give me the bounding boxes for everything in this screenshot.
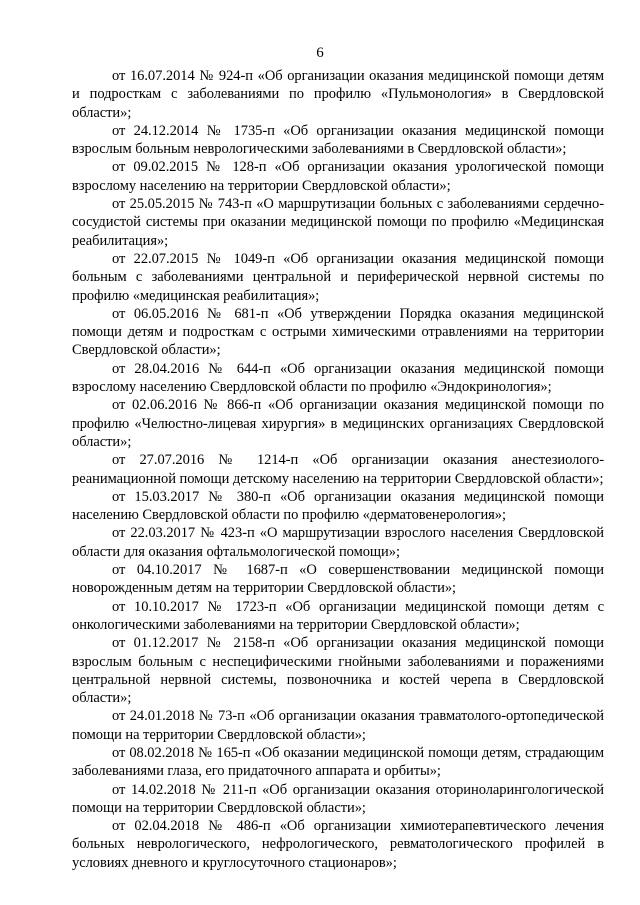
list-item: от 04.10.2017 № 1687-п «О совершенствовании медицинской помощи новорожденным детям на территории Свердловской области»;: [72, 562, 604, 597]
list-item: от 01.12.2017 № 2158-п «Об организации оказания медицинской помощи взрослым больным с неспецифическими гнойными заболеваниями и поражениями центральной нервной системы, позвоночника и костей черепа в Свердловской области»;: [72, 635, 604, 707]
list-item: от 09.02.2015 № 128-п «Об организации оказания урологической помощи взрослому населению на территории Свердловской области»;: [72, 159, 604, 194]
list-item: от 22.07.2015 № 1049-п «Об организации оказания медицинской помощи больным с заболеваниями центральной и периферической нервной системы по профилю «медицинская реабилитация»;: [72, 250, 604, 304]
list-item: от 02.06.2016 № 866-п «Об организации оказания медицинской помощи по профилю «Челюстно-лицевая хирургия» в медицинских организациях Свердловской области»;: [72, 397, 604, 450]
list-item: от 14.02.2018 № 211-п «Об организации оказания оториноларингологической помощи на территории Свердловской области»;: [72, 781, 604, 816]
list-item: от 08.02.2018 № 165-п «Об оказании медицинской помощи детям, страдающим заболеваниями глаза, его придаточного аппарата и орбиты»;: [72, 744, 604, 780]
list-item: от 15.03.2017 № 380-п «Об организации оказания медицинской помощи населению Свердловской области по профилю «дерматовенерология»;: [72, 488, 604, 524]
list-item: от 22.03.2017 № 423-п «О маршрутизации взрослого населения Свердловской области для оказания офтальмологической помощи»;: [72, 525, 604, 560]
page-number: 6: [316, 45, 324, 61]
list-item: от 27.07.2016 № 1214-п «Об организации оказания анестезиолого-реанимационной помощи детскому населению на территории Свердловской области»;: [72, 452, 604, 487]
list-item: от 24.12.2014 № 1735-п «Об организации оказания медицинской помощи взрослым больным неврологическими заболеваниями в Свердловской области»;: [72, 122, 604, 158]
order-list: [72, 67, 604, 872]
list-item: от 28.04.2016 № 644-п «Об организации оказания медицинской помощи взрослому населению Свердловской области по профилю «Эндокринология»;: [72, 360, 604, 396]
list-item: от 06.05.2016 № 681-п «Об утверждении Порядка оказания медицинской помощи детям и подросткам с острыми химическими отравлениями на территории Свердловской области»;: [72, 305, 604, 359]
list-item: от 10.10.2017 № 1723-п «Об организации медицинской помощи детям с онкологическими заболеваниями на территории Свердловской области»;: [72, 598, 604, 633]
list-item: от 25.05.2015 № 743-п «О маршрутизации больных с заболеваниями сердечно-сосудистой системы при оказании медицинской помощи по профилю «Медицинская реабилитация»;: [72, 196, 604, 249]
list-item: от 16.07.2014 № 924-п «Об организации оказания медицинской помощи детям и подросткам с заболеваниями по профилю «Пульмонология» в Свердловской области»;: [72, 68, 604, 121]
list-item: от 02.04.2018 № 486-п «Об организации химиотерапевтического лечения больных неврологического, нефрологического, ревматологического профилей в условиях дневного и круглосуточного стационаров»;: [72, 818, 604, 871]
list-item: от 24.01.2018 № 73-п «Об организации оказания травматолого-ортопедической помощи на территории Свердловской области»;: [72, 708, 604, 743]
